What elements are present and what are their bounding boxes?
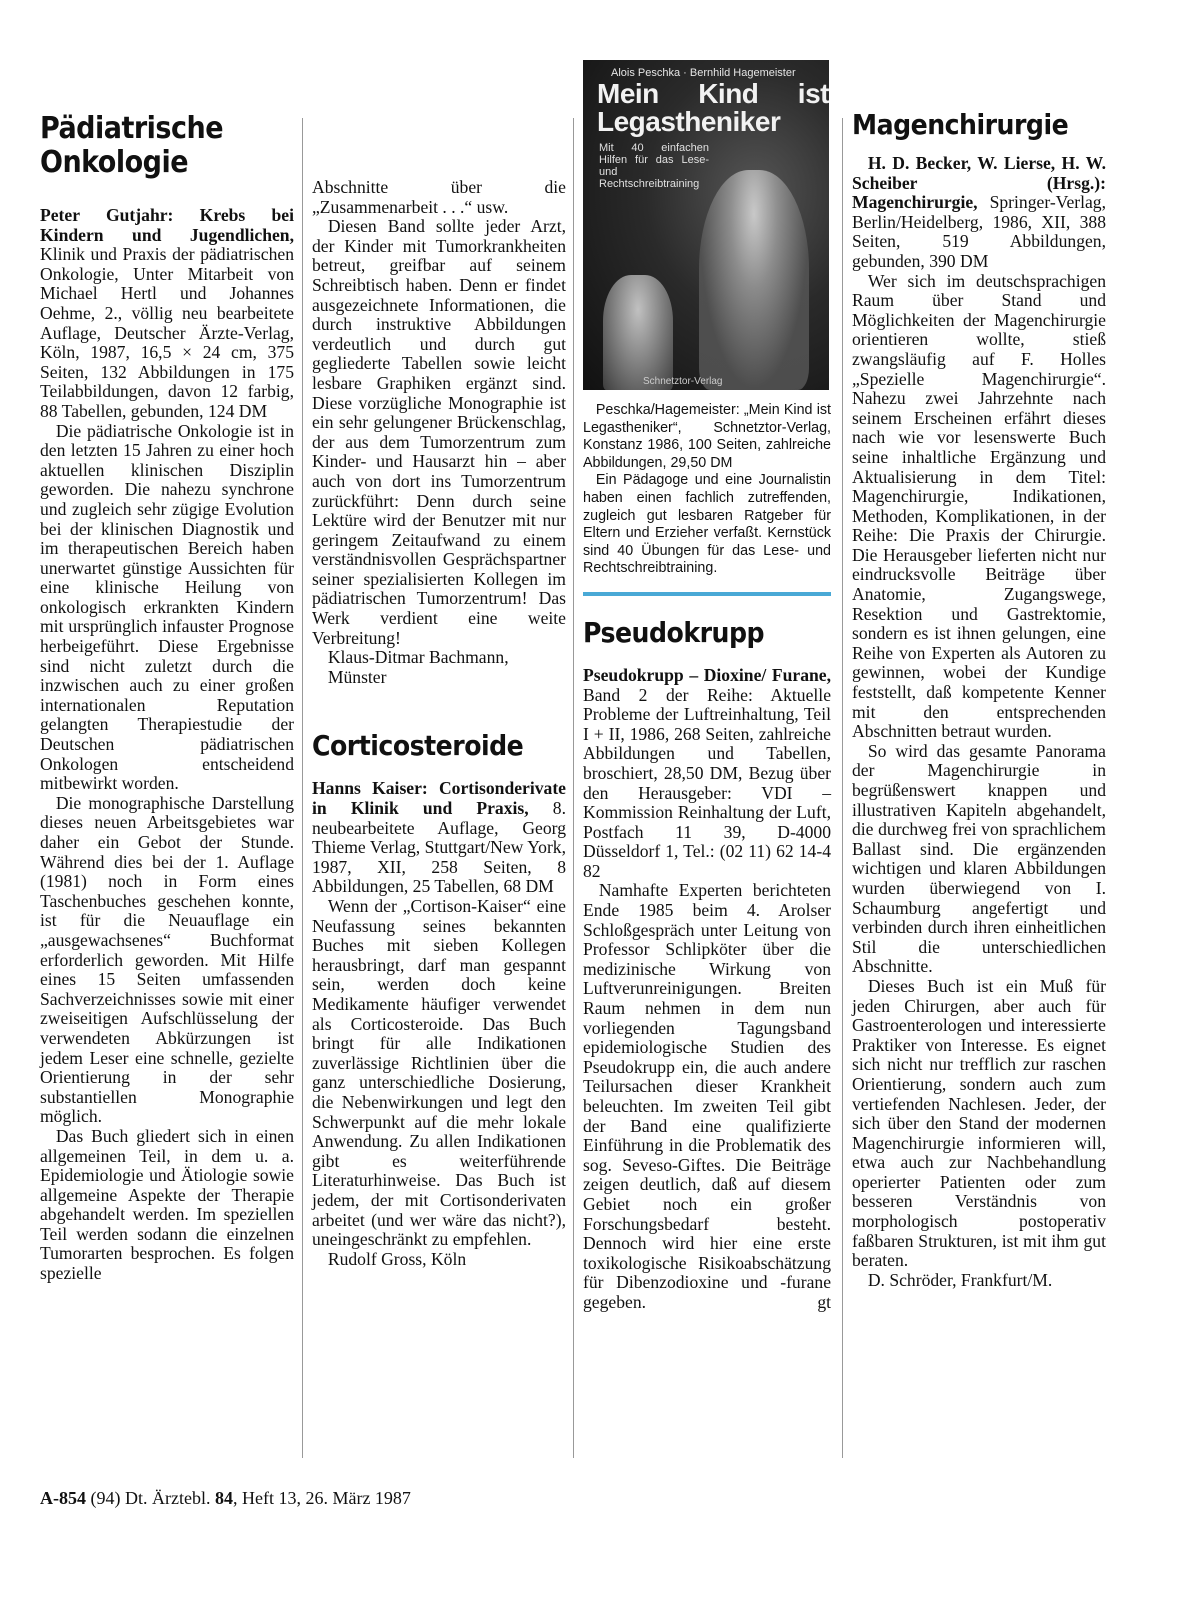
paragraph: Dieses Buch ist ein Muß für jeden Chirurgen, aber auch für Gastroenterologen und interessierte Praktiker von Interesse. Es eignet sich nicht nur trefflich zur raschen Orientierung, sondern auch zum vertiefenden Nachlesen. Jeder, der sich über den Stand der modernen Magenchirurgie informieren will, etwa auch zur Nachbehandlung operierter Patienten oder zum besseren Verständnis von morphologisch postoperativ faßbaren Strukturen, ist mit ihm gut beraten. [852,975,1106,1271]
signature-bachmann-city: Münster [327,666,387,687]
column-paediatrische-onkologie [40,112,294,1284]
book-cover-photo [583,60,829,390]
caption-review: Ein Pädagoge und eine Journalistin haben einen fachlich zutreffenden, zugleich gut lesbaren Ratgeber für Eltern und Erzieher verfaßt. Kernstück sind 40 Übungen für das Lese- und Rechtschreibtraining. [583,472,831,577]
bibliography-pseudokrupp [583,666,831,882]
paragraph: Die monographische Darstellung dieses neuen Arbeitsgebietes war daher ein Gebot der Stunde. Während dies bei der 1. Auflage (1981) noch in Form eines Taschenbuches geschehen konnte, ist für die Neuauflage ein „ausgewachsenes“ Buchformat erforderlich geworden. Mit Hilfe eines 15 Seiten umfassenden Sachverzeichnisses sowie mit einer zweiseitigen Aufschlüsselung der verwendeten Abkürzungen ist jedem Leser eine schnelle, gezielte Orientierung in der sehr substantiellen Monographie möglich. [40,792,294,1127]
bibliography-gutjahr [40,206,294,422]
bibliography-kaiser-title: Hanns Kaiser: Cortisonderivate in Klinik und Praxis, [312,778,566,819]
column-rule-3 [573,118,574,1458]
column-rule-4 [842,118,843,1458]
paragraph: Abschnitte über die „Zusammenarbeit . . .“ usw. [312,177,566,217]
paragraph: Das Buch gliedert sich in einen allgemeinen Teil, in dem u. a. Epidemiologie und Ätiologie sowie allgemeine Aspekte der Therapie abgehandelt werden. Im speziellen Teil werden sodann die einzelnen Tumorarten besprochen. Es folgen spezielle [40,1125,294,1284]
paragraph: So wird das gesamte Panorama der Magenchirurgie in begrüßenswert knappen und illustrativen Kapiteln abgehandelt, die durchweg frei von sprachlichem Ballast sind. Die ergänzenden wichtigen und klaren Abbildungen wurden überwiegend von I. Schaumburg angefertigt und verbinden durch ihren einheitlichen Stil die unterschiedlichen Abschnitte. [852,740,1106,977]
cover-publisher: Schnetztor-Verlag [643,376,723,387]
heading-pseudokrupp: Pseudokrupp [583,615,765,649]
paragraph: Wenn der „Cortison-Kaiser“ eine Neufassung seines bekannten Buches mit sieben Kollegen herausbringt, darf man gespannt sein, werden doch keine Medikamente häufiger verwendet als Corticosteroide. Das Buch bringt für alle Indikationen zuverlässige Richtlinien über die ganz unterschiedliche Dosierung, die Nebenwirkungen und legt den Schwerpunkt auf die mehr lokale Anwendung. Zu allen Indikationen gibt es weiterführende Literaturhinweise. Das Buch ist jedem, der mit Cortisonderivaten arbeitet (und wer wäre das nicht?), uneingeschränkt zu empfehlen. [312,896,566,1250]
heading-corticosteroide: Corticosteroide [312,729,524,763]
column-two [312,178,566,1269]
cover-title: Mein Kind ist Legastheniker [597,78,829,137]
bibliography-becker [852,154,1106,272]
signature-schroeder: D. Schröder, Frankfurt/M. [867,1269,1053,1290]
cover-subtitle: Mit 40 einfachen Hilfen für das Lese- und Rechtschreibtraining [599,142,709,190]
paragraph-text: Namhafte Experten berichteten Ende 1985 beim 4. Arolser Schloßgespräch unter Leitung von Professor Schlipköter über die medizinische Wirkung von Luftverunreinigungen. Breiten Raum nehmen in dem nun vorliegenden Tagungsband epidemiologische Studien des Pseudokrupp ein, die auch andere Teilursachen dieser Krankheit beleuchten. Im zweiten Teil gibt der Band eine qualifizierte Einführung in die Problematik des sog. Seveso-Giftes. Die Beiträge zeigen deutlich, daß auf diesem Gebiet noch ein großer Forschungsbedarf besteht. Dennoch wird hier eine erste toxikologische Risikoabschätzung für Dibenzodioxine und -furane gegeben. [583,880,831,1312]
section-divider [583,592,831,596]
page-footer [40,1488,411,1509]
bibliography-pseudokrupp-title: Pseudokrupp – Dioxine/ Furane, [583,664,831,685]
bibliography-pseudokrupp-details: Band 2 der Reihe: Aktuelle Probleme der Luftreinhaltung, Teil I + II, 1986, 268 Seiten, zahlreiche Abbildungen und Tabellen, broschiert, 28,50 DM, Bezug über den Herausgeber: VDI – Kommission Reinhaltung der Luft, Postfach 11 39, D-4000 Düsseldorf 1, Tel.: (02 11) 62 14-4 82 [583,684,831,881]
heading-magenchirurgie: Magenchirurgie [852,108,1069,141]
issue-prefix: (94) Dt. Ärztebl. [90,1488,211,1508]
column-magenchirurgie [852,108,1106,1290]
bibliography-becker-title: H. D. Becker, W. Lierse, H. W. Scheiber (Hrsg.): Magenchirurgie, [852,153,1106,213]
heading-paediatrische-onkologie: Pädiatrische Onkologie [40,111,224,180]
bibliography-becker-details: Springer-Verlag, Berlin/Heidelberg, 1986, XII, 388 Seiten, 519 Abbildungen, gebunden, 390 DM [852,192,1106,271]
teacher-figure [699,170,809,390]
column-three [583,60,831,1313]
caption-bibliography: Peschka/Hagemeister: „Mein Kind ist Legastheniker“, Schnetztor-Verlag, Konstanz 1986, 100 Seiten, zahlreiche Abbildungen, 29,50 DM [583,402,831,471]
bibliography-gutjahr-details: Klinik und Praxis der pädiatrischen Onkologie, Unter Mitarbeit von Michael Hertl und Johannes Oehme, 2., völlig neu bearbeitete Auflage, Deutscher Ärzte-Verlag, Köln, 1987, 16,5 × 24 cm, 375 Seiten, 132 Abbildungen in 175 Teilabbildungen, davon 12 farbig, 88 Tabellen, gebunden, 124 DM [40,244,294,421]
paragraph: Wer sich im deutschsprachigen Raum über Stand und Möglichkeiten der Magenchirurgie orientieren wollte, stieß zwangsläufig auf F. Holles „Spezielle Magenchirurgie“. Nahezu zwei Jahrzehnte nach seinem Erscheinen erfährt dieses nach wie vor lesenswerte Buch seine inhaltliche Ergänzung und Aktualisierung in dem Titel: Magenchirurgie, Indikationen, Methoden, Komplikationen, in der Reihe: Die Praxis der Chirurgie. Die Herausgeber lieferten nicht nur eindrucksvolle Beiträge über Anatomie, Zugangswege, Resektion und Gastrektomie, sondern es ist ihnen gelungen, eine Reihe von Experten als Autoren zu gewinnen, wobei der Kundige feststellt, daß kompetente Kenner mit den entsprechenden Abschnitten betraut wurden. [852,270,1106,742]
bibliography-gutjahr-title: Peter Gutjahr: Krebs bei Kindern und Jugendlichen, [40,205,294,245]
issue-suffix: , Heft 13, 26. März 1987 [232,1488,411,1508]
page-number: A-854 [40,1488,86,1508]
bibliography-kaiser-details: 8. neubearbeitete Auflage, Georg Thieme Verlag, Stuttgart/New York, 1987, XII, 258 Seiten, 8 Abbildungen, 25 Tabellen, 68 DM [312,798,566,897]
cover-authors: Alois Peschka · Bernhild Hagemeister [611,67,796,79]
paragraph: Die pädiatrische Onkologie ist in den letzten 15 Jahren zu einer hoch aktuellen klinischen Disziplin geworden. Die nahezu synchrone und zugleich sehr zügige Evolution bei der klinischen Diagnostik und im therapeutischen Bereich haben unerwartet günstige Aussichten für eine klinische Heilung von onkologisch erkrankten Kindern mit ursprünglich infauster Prognose herbeigeführt. Diese Ergebnisse sind nicht zuletzt durch die inzwischen auch zu einer großen internationalen Reputation gelangten Therapiestudie der Deutschen pädiatrischen Onkologen entscheidend mitbewirkt worden. [40,420,294,794]
column-rule-2 [302,118,303,1458]
paragraph [583,881,831,1312]
signature-gross: Rudolf Gross, Köln [327,1248,467,1269]
bibliography-kaiser [312,779,566,897]
volume-number: 84 [214,1488,233,1508]
signature-gt: gt [817,1291,831,1312]
photo-caption [583,402,831,578]
signature-bachmann-name: Klaus-Ditmar Bachmann, [327,647,509,668]
paragraph: Diesen Band sollte jeder Arzt, der Kinder mit Tumorkrankheiten betreut, greifbar auf seinem Schreibtisch haben. Denn er findet ausgezeichnete Informationen, die durch instruktive Abbildungen verdeutlich und durch gut gegliederte Tabellen sowie leicht lesbare Graphiken ergänzt sind. Diese vorzügliche Monographie ist ein sehr gelungener Brückenschlag, der aus dem Tumorzentrum zum Kinder- und Hausarzt hin – aber auch von dort ins Tumorzentrum zurückführt: Denn durch seine Lektüre wird der Benutzer mit nur geringem Zeitaufwand zu einem verständnisvollen Gesprächspartner seiner spezialisierten Kollegen im pädiatrischen Tumorzentrum! Das Werk verdient eine weite Verbreitung! [312,216,566,648]
